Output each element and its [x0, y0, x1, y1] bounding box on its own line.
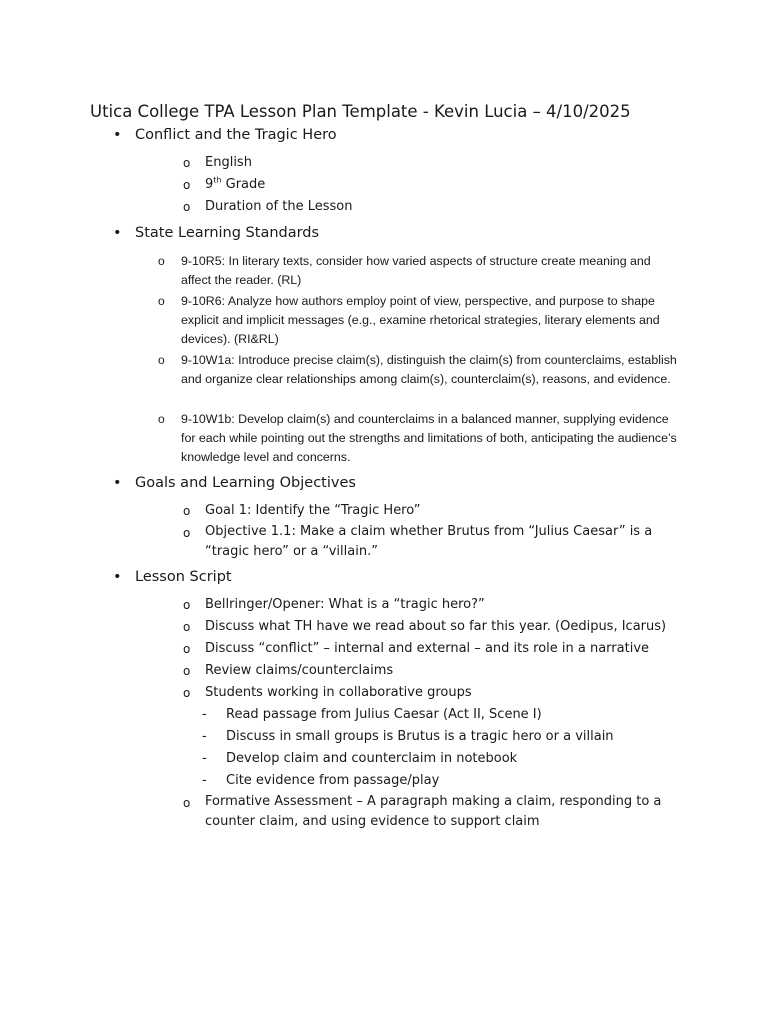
- circle-bullet-icon: o: [158, 254, 165, 268]
- document-title: Utica College TPA Lesson Plan Template - Kevin Lucia – 4/10/2025: [90, 102, 631, 121]
- circle-bullet-icon: o: [158, 353, 165, 367]
- dash-bullet-icon: -: [202, 729, 207, 744]
- circle-bullet-icon: o: [183, 664, 191, 678]
- circle-bullet-icon: o: [183, 526, 191, 540]
- circle-bullet-icon: o: [183, 620, 191, 634]
- bullet-icon: [113, 473, 123, 493]
- circle-bullet-icon: o: [183, 598, 191, 612]
- circle-bullet-icon: o: [183, 156, 191, 170]
- circle-bullet-icon: o: [183, 686, 191, 700]
- circle-bullet-icon: o: [158, 412, 165, 426]
- dash-bullet-icon: -: [202, 773, 207, 788]
- document-page: Utica College TPA Lesson Plan Template - Kevin Lucia – 4/10/2025 • Conflict and the Tragic Hero o English o 9th Grade o Duration of the Lesson • State Learning Standards o 9-10R5: In literary texts, consider how varied aspects of structure create meaning and affect the reader. (RL) o 9-10R6: Analyze how authors employ point of view, perspective, and purpose to shape explicit and implicit messages (e.g., examine rhetorical strategies, literary elements and devices). (RI&RL) o 9-10W1a: Introduce precise claim(s), distinguish the claim(s) from counterclaims, establish and organize clear relationships among claim(s), counterclaim(s), reasons, and evidence. o 9-10W1b: Develop claim(s) and counterclaims in a balanced manner, supplying evidence for each while pointing out the strengths and limitations of both, anticipating the audience’s knowledge level and concerns. • Goals and Learning Objectives o Goal 1: Identify the “Tragic Hero” o Objective 1.1: Make a claim whether Brutus from “Julius Caesar” is a “tragic hero” or a “villain.” • Lesson Script o Bellringer/Opener: What is a “tragic hero?” o Discuss what TH have we read about so far this year. (Oedipus, Icarus) o Discuss “conflict” – internal and external – and its role in a narrative o Review claims/counterclaims o Students working in collaborative groups - Read passage from Julius Caesar (Act II, Scene I) - Discuss in small groups is Brutus is a tragic hero or a villain - Develop claim and counterclaim in notebook - Cite evidence from passage/play o Formative Assessment – A paragraph making a claim, responding to a counter claim, and using evidence to support claim: [0, 0, 768, 1024]
- circle-bullet-icon: o: [183, 178, 191, 192]
- circle-bullet-icon: o: [183, 642, 191, 656]
- dash-bullet-icon: -: [202, 707, 207, 722]
- dash-bullet-icon: -: [202, 751, 207, 766]
- circle-bullet-icon: o: [183, 796, 191, 810]
- bullet-icon: [113, 567, 123, 587]
- bullet-icon: [113, 223, 123, 243]
- circle-bullet-icon: o: [158, 294, 165, 308]
- circle-bullet-icon: o: [183, 504, 191, 518]
- circle-bullet-icon: o: [183, 200, 191, 214]
- bullet-icon: [113, 125, 123, 145]
